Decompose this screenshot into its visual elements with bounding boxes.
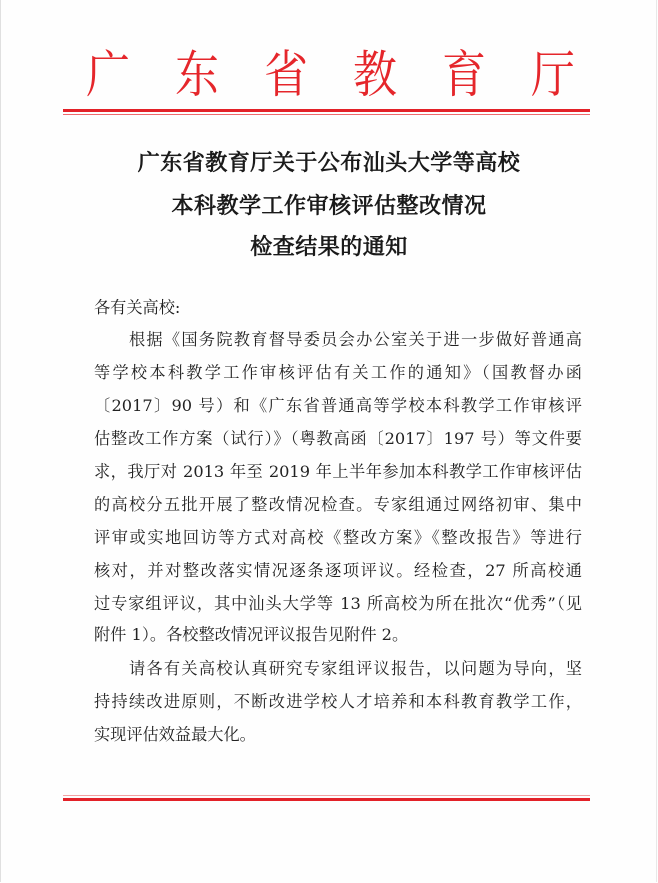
document-title-line-3: 检查结果的通知 [250, 235, 408, 260]
masthead [78, 46, 583, 105]
salutation: 各有关高校: [94, 298, 181, 317]
masthead-char: 广 [86, 46, 130, 105]
masthead-char: 育 [442, 46, 486, 105]
paragraph-1-line: 核对，并对整改落实情况逐条逐项评议。经检查，27 所高校通 [94, 561, 582, 580]
paragraph-1-line: 附件 1）。各校整改情况评议报告见附件 2。 [94, 625, 409, 644]
paragraph-1-line: 过专家组评议，其中汕头大学等 13 所高校为所在批次“优秀”（见 [94, 594, 582, 613]
paragraph-2-line: 实现评估效益最大化。 [94, 725, 256, 744]
masthead-char: 厅 [531, 46, 575, 105]
document-title-line-2: 本科教学工作审核评估整改情况 [171, 194, 487, 219]
paragraph-1-line: 根据《国务院教育督导委员会办公室关于进一步做好普通高 [94, 330, 582, 349]
paragraph-1-line: 估整改工作方案（试行）》（粤教高函〔2017〕197 号）等文件要 [94, 429, 582, 448]
paragraph-2-line: 请各有关高校认真研究专家组评议报告，以问题为导向，坚 [94, 659, 582, 678]
document-title-line-1: 广东省教育厅关于公布汕头大学等高校 [137, 151, 521, 176]
footer-rule-thin [63, 795, 590, 796]
paragraph-1-line: 的高校分五批开展了整改情况检查。专家组通过网络初审、集中 [94, 495, 582, 514]
paragraph-1-line: 等学校本科教学工作审核评估有关工作的通知》（国教督办函 [94, 363, 582, 382]
masthead-rule-thin [63, 114, 590, 115]
masthead-char: 东 [175, 46, 219, 105]
paragraph-1-line: 〔2017〕90 号）和《广东省普通高等学校本科教学工作审核评 [94, 396, 582, 415]
footer-rule-thick [63, 798, 590, 801]
masthead-char: 教 [353, 46, 397, 105]
paragraph-1-line: 求，我厅对 2013 年至 2019 年上半年参加本科教学工作审核评估 [94, 462, 582, 481]
paragraph-2-line: 持持续改进原则，不断改进学校人才培养和本科教育教学工作， [94, 692, 582, 711]
masthead-char: 省 [264, 46, 308, 105]
masthead-rule-thick [63, 109, 590, 112]
paragraph-1-line: 评审或实地回访等方式对高校《整改方案》《整改报告》等进行 [94, 528, 582, 547]
